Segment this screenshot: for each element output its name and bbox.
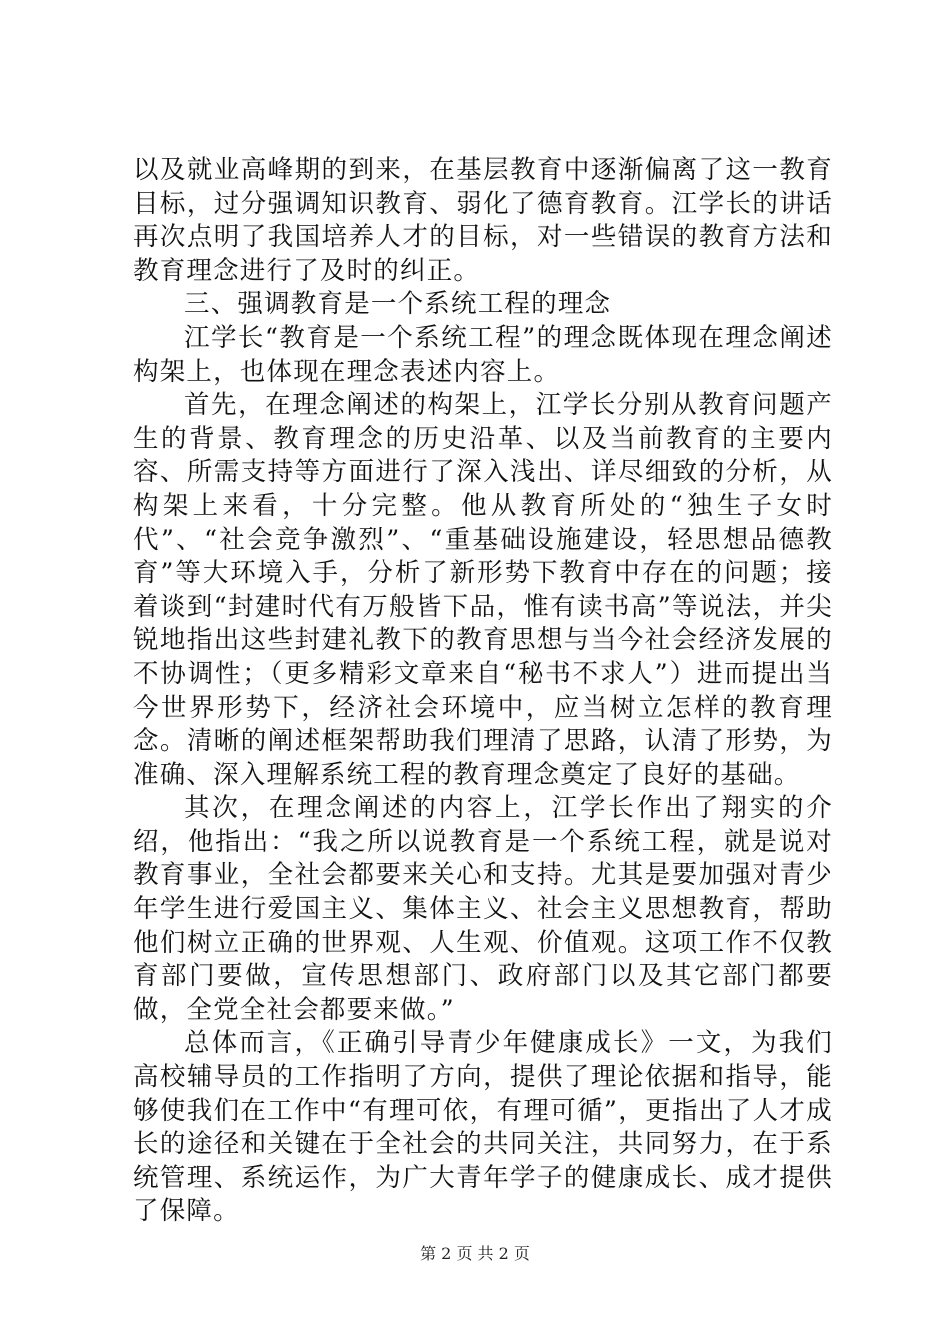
paragraph: 首先，在理念阐述的构架上，江学长分别从教育问题产生的背景、教育理念的历史沿革、以及当前教育的主要内容、所需支持等方面进行了深入浅出、详尽细致的分析，从构架上来看，十分完整。他从教育所处的“独生子女时代”、“社会竞争激烈”、“重基础设施建设，轻思想品德教育”等大环境入手，分析了新形势下教育中存在的问题；接着谈到“封建时代有万般皆下品，惟有读书高”等说法，并尖锐地指出这些封建礼教下的教育思想与当今社会经济发展的不协调性；（更多精彩文章来自“秘书不求人”）进而提出当今世界形势下，经济社会环境中，应当树立怎样的教育理念。清晰的阐述框架帮助我们理清了思路，认清了形势，为准确、深入理解系统工程的教育理念奠定了良好的基础。 — [133, 390, 833, 790]
paragraph: 其次，在理念阐述的内容上，江学长作出了翔实的介绍，他指出：“我之所以说教育是一个系统工程，就是说对教育事业，全社会都要来关心和支持。尤其是要加强对青少年学生进行爱国主义、集体主义、社会主义思想教育，帮助他们树立正确的世界观、人生观、价值观。这项工作不仅教育部门要做，宣传思想部门、政府部门以及其它部门都要做，全党全社会都要来做。” — [133, 793, 833, 1025]
page-number-footer: 第 2 页 共 2 页 — [420, 1244, 530, 1263]
document-body — [133, 154, 833, 1229]
section-heading: 三、强调教育是一个系统工程的理念 — [184, 289, 612, 320]
paragraph: 江学长“教育是一个系统工程”的理念既体现在理念阐述构架上，也体现在理念表述内容上。 — [133, 322, 833, 387]
paragraph-continuation: 以及就业高峰期的到来，在基层教育中逐渐偏离了这一教育目标，过分强调知识教育、弱化了德育教育。江学长的讲话再次点明了我国培养人才的目标，对一些错误的教育方法和教育理念进行了及时的纠正。 — [133, 155, 833, 286]
paragraph: 总体而言，《正确引导青少年健康成长》一文，为我们高校辅导员的工作指明了方向，提供了理论依据和指导，能够使我们在工作中“有理可依，有理可循”，更指出了人才成长的途径和关键在于全社会的共同关注，共同努力，在于系统管理、系统运作，为广大青年学子的健康成长、成才提供了保障。 — [133, 1028, 833, 1227]
